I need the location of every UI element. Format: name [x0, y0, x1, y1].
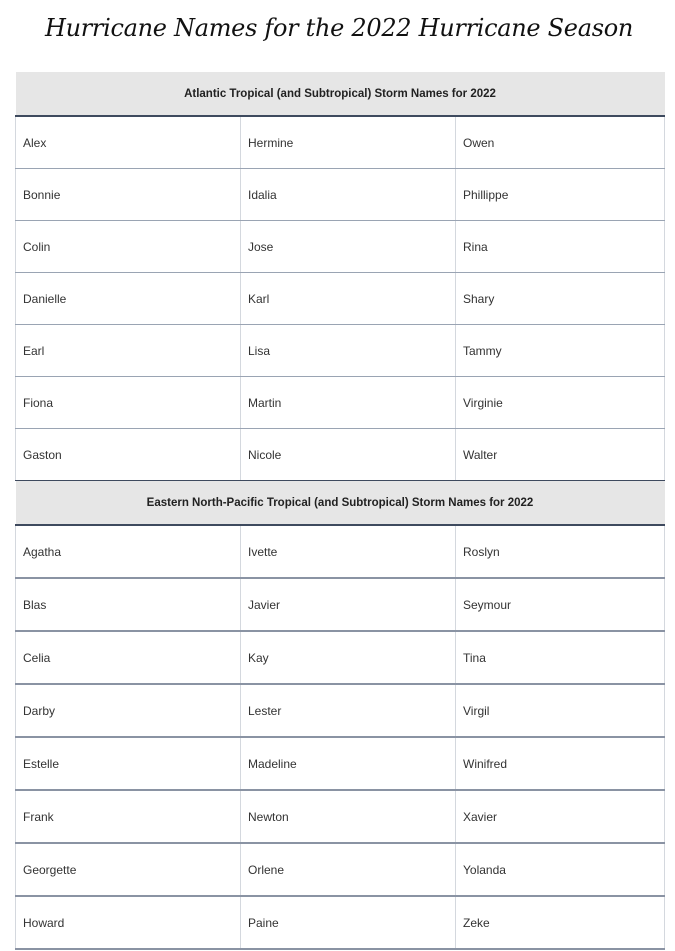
page-title: Hurricane Names for the 2022 Hurricane Season [44, 14, 634, 42]
storm-name-cell: Bonnie [16, 169, 241, 221]
storm-name-cell: Javier [241, 578, 456, 631]
table-row [16, 737, 665, 790]
storm-name-cell: Celia [16, 631, 241, 684]
table-row [16, 273, 665, 325]
table-row [16, 525, 665, 578]
storm-name-cell: Hermine [241, 116, 456, 169]
pacific-heading-row [16, 481, 665, 526]
storm-name-cell: Seymour [456, 578, 665, 631]
storm-name-cell: Yolanda [456, 843, 665, 896]
table-body [16, 72, 665, 481]
table-row [16, 429, 665, 481]
storm-name-cell: Martin [241, 377, 456, 429]
table-row [16, 377, 665, 429]
storm-name-cell: Frank [16, 790, 241, 843]
storm-name-cell: Lester [241, 684, 456, 737]
table-row [16, 790, 665, 843]
storm-name-cell: Zeke [456, 896, 665, 949]
storm-name-cell: Paine [241, 896, 456, 949]
storm-name-cell: Owen [456, 116, 665, 169]
storm-name-cell: Virginie [456, 377, 665, 429]
storm-name-cell: Gaston [16, 429, 241, 481]
storm-name-cell: Blas [16, 578, 241, 631]
table-row [16, 631, 665, 684]
table-row [16, 169, 665, 221]
storm-name-cell: Karl [241, 273, 456, 325]
storm-name-cell: Tammy [456, 325, 665, 377]
storm-name-cell: Earl [16, 325, 241, 377]
storm-name-cell: Shary [456, 273, 665, 325]
storm-name-cell: Estelle [16, 737, 241, 790]
storm-name-cell: Jose [241, 221, 456, 273]
storm-name-cell: Howard [16, 896, 241, 949]
storm-name-cell: Fiona [16, 377, 241, 429]
storm-name-cell: Xavier [456, 790, 665, 843]
storm-name-cell: Lisa [241, 325, 456, 377]
storm-name-cell: Tina [456, 631, 665, 684]
storm-name-cell: Ivette [241, 525, 456, 578]
storm-name-cell: Darby [16, 684, 241, 737]
storm-name-cell: Rina [456, 221, 665, 273]
storm-name-cell: Danielle [16, 273, 241, 325]
storm-name-cell: Nicole [241, 429, 456, 481]
storm-name-cell: Walter [456, 429, 665, 481]
storm-names-table [15, 72, 665, 950]
pacific-table-body [16, 481, 665, 950]
table-row [16, 578, 665, 631]
storm-name-cell: Kay [241, 631, 456, 684]
table-row [16, 325, 665, 377]
table-row [16, 221, 665, 273]
table-row [16, 684, 665, 737]
storm-name-cell: Roslyn [456, 525, 665, 578]
table-row [16, 896, 665, 949]
storm-name-cell: Colin [16, 221, 241, 273]
table-row [16, 843, 665, 896]
table-row [16, 116, 665, 169]
pacific-section-heading: Eastern North-Pacific Tropical (and Subtropical) Storm Names for 2022 [16, 481, 665, 526]
storm-name-cell: Alex [16, 116, 241, 169]
storm-name-cell: Idalia [241, 169, 456, 221]
storm-name-cell: Orlene [241, 843, 456, 896]
atlantic-section-heading: Atlantic Tropical (and Subtropical) Storm Names for 2022 [16, 72, 665, 116]
storm-name-cell: Phillippe [456, 169, 665, 221]
storm-name-cell: Virgil [456, 684, 665, 737]
storm-name-cell: Newton [241, 790, 456, 843]
storm-name-cell: Georgette [16, 843, 241, 896]
storm-name-cell: Agatha [16, 525, 241, 578]
storm-name-cell: Winifred [456, 737, 665, 790]
storm-name-cell: Madeline [241, 737, 456, 790]
atlantic-heading-row [16, 72, 665, 116]
